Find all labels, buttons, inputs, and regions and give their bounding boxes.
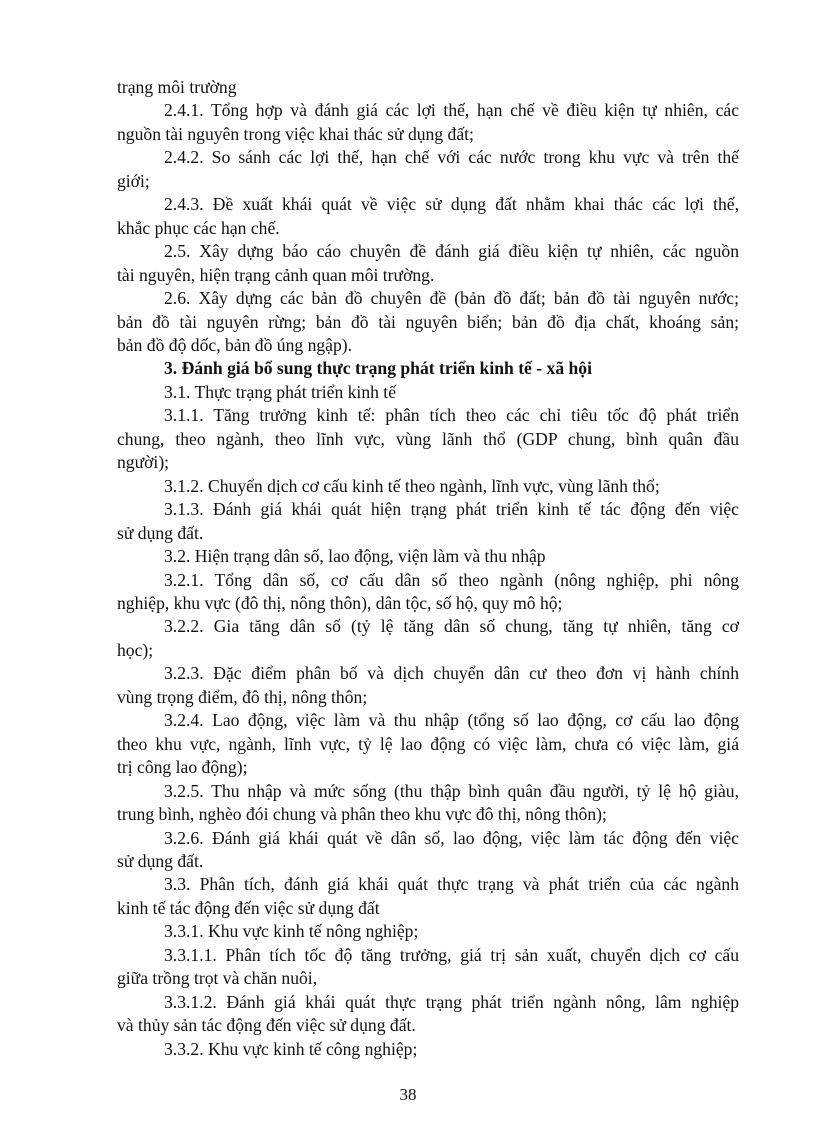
- subsection-heading: 3.3. Phân tích, đánh giá khái quát thực trạng và phát triển của các ngành: [164, 874, 739, 895]
- text-line: 2.4.2. So sánh các lợi thế, hạn chế với các nước trong khu vực và trên thế: [164, 147, 739, 168]
- text-line: người);: [117, 452, 170, 473]
- subsection-heading: 3.2. Hiện trạng dân số, lao động, viện làm và thu nhập: [164, 546, 546, 567]
- text-line: học);: [117, 639, 154, 660]
- text-line: 2.6. Xây dựng các bản đồ chuyên đề (bản đồ đất; bản đồ tài nguyên nước;: [164, 288, 739, 309]
- page-number: 38: [399, 1085, 417, 1104]
- text-line: tài nguyên, hiện trạng cảnh quan môi trường.: [117, 264, 435, 285]
- text-line: 3.1.1. Tăng trưởng kinh tế: phân tích theo các chỉ tiêu tốc độ phát triển: [164, 405, 739, 426]
- text-line: 3.1.2. Chuyển dịch cơ cấu kinh tế theo ngành, lĩnh vực, vùng lãnh thổ;: [164, 475, 660, 496]
- text-line: 3.2.1. Tổng dân số, cơ cấu dân số theo ngành (nông nghiệp, phi nông: [164, 569, 739, 590]
- subsection-heading: 3.1. Thực trạng phát triển kinh tế: [164, 381, 397, 402]
- text-line: 3.2.5. Thu nhập và mức sống (thu thập bình quân đầu người, tỷ lệ hộ giàu,: [164, 780, 739, 801]
- text-line: 3.3.2. Khu vực kinh tế công nghiệp;: [164, 1038, 418, 1059]
- text-line: 3.3.1. Khu vực kinh tế nông nghiệp;: [164, 921, 419, 942]
- text-line: sử dụng đất.: [117, 522, 204, 543]
- text-line: giữa trồng trọt và chăn nuôi,: [117, 968, 318, 989]
- text-line: và thủy sản tác động đến việc sử dụng đất.: [117, 1015, 416, 1036]
- text-line: 3.2.2. Gia tăng dân số (tỷ lệ tăng dân số chung, tăng tự nhiên, tăng cơ: [164, 616, 739, 637]
- text-line: theo khu vực, ngành, lĩnh vực, tỷ lệ lao động có việc làm, chưa có việc làm, giá: [117, 733, 739, 754]
- subsection-heading: kinh tế tác động đến việc sử dụng đất: [117, 897, 380, 918]
- text-line: sử dụng đất.: [117, 850, 204, 871]
- text-line: 2.4.3. Đề xuất khái quát về việc sử dụng đất nhằm khai thác các lợi thế,: [164, 194, 739, 215]
- text-line: trạng môi trường: [117, 77, 237, 97]
- text-line: vùng trọng điểm, đô thị, nông thôn;: [117, 686, 368, 707]
- text-line: bản đồ tài nguyên rừng; bản đồ tài nguyên biển; bản đồ địa chất, khoáng sản;: [117, 311, 739, 332]
- text-line: nghiệp, khu vực (đô thị, nông thôn), dân tộc, số hộ, quy mô hộ;: [117, 592, 563, 613]
- text-line: chung, theo ngành, theo lĩnh vực, vùng lãnh thổ (GDP chung, bình quân đầu: [117, 428, 739, 449]
- text-line: bản đồ độ dốc, bản đồ úng ngập).: [117, 334, 353, 355]
- text-line: trung bình, nghèo đói chung và phân theo khu vực đô thị, nông thôn);: [117, 804, 607, 825]
- text-line: 3.3.1.2. Đánh giá khái quát thực trạng phát triển ngành nông, lâm nghiệp: [164, 991, 739, 1012]
- section-heading: 3. Đánh giá bổ sung thực trạng phát triển kinh tế - xã hội: [164, 358, 592, 379]
- text-line: 3.1.3. Đánh giá khái quát hiện trạng phát triển kinh tế tác động đến việc: [164, 499, 739, 520]
- text-line: 3.2.3. Đặc điểm phân bố và dịch chuyển dân cư theo đơn vị hành chính: [164, 663, 739, 684]
- text-line: nguồn tài nguyên trong việc khai thác sử dụng đất;: [117, 123, 474, 144]
- text-line: 3.3.1.1. Phân tích tốc độ tăng trưởng, giá trị sản xuất, chuyển dịch cơ cấu: [164, 944, 739, 965]
- text-line: trị công lao động);: [117, 757, 248, 778]
- text-line: 2.5. Xây dựng báo cáo chuyên đề đánh giá điều kiện tự nhiên, các nguồn: [164, 241, 739, 262]
- text-line: 3.2.6. Đánh giá khái quát về dân số, lao động, việc làm tác động đến việc: [164, 827, 739, 848]
- text-line: 3.2.4. Lao động, việc làm và thu nhập (tổng số lao động, cơ cấu lao động: [164, 710, 739, 731]
- text-line: giới;: [117, 170, 150, 191]
- text-line: khắc phục các hạn chế.: [117, 217, 280, 238]
- text-line: 2.4.1. Tổng hợp và đánh giá các lợi thế, hạn chế về điều kiện tự nhiên, các: [164, 100, 739, 121]
- page-body: [117, 76, 739, 1061]
